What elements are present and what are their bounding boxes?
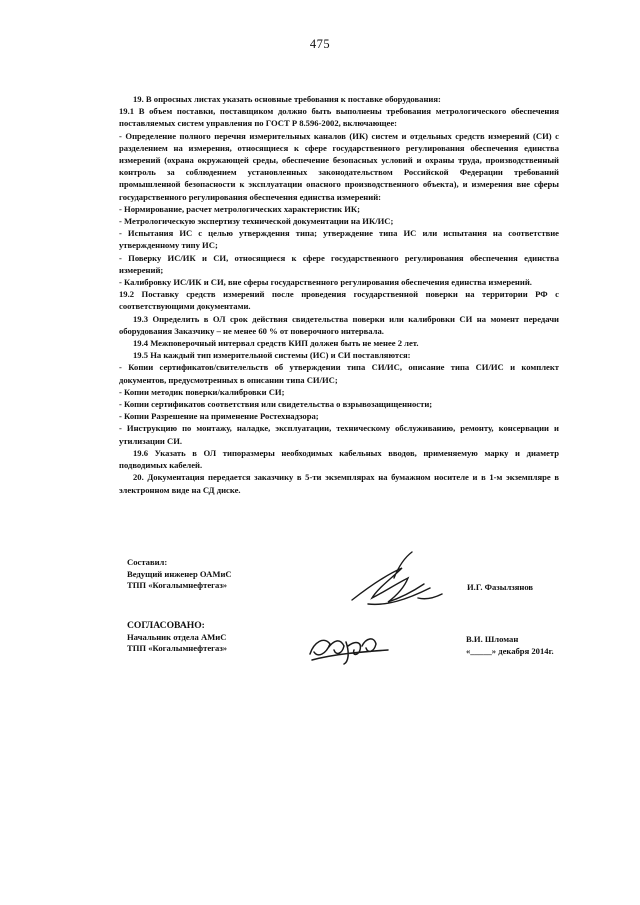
compiler-org: ТПП «Когалымнефтегаз»	[127, 580, 228, 591]
list-item: - Калибровку ИС/ИК и СИ, вне сферы государственного регулирования обеспечения единства измерений.	[119, 277, 532, 288]
approval-heading: СОГЛАСОВАНО:	[127, 620, 205, 631]
list-item: - Инструкцию по монтажу, наладке, эксплуатации, техническому обслуживанию, ремонту, консервации и утилизации СИ.	[119, 423, 559, 446]
paragraph: 19.4 Межповерочный интервал средств КИП должен быть не менее 2 лет.	[133, 338, 419, 349]
paragraph: 19.2 Поставку средств измерений после проведения государственной поверки на территории РФ с соответствующими документами.	[119, 289, 559, 312]
list-item: - Испытания ИС с целью утверждения типа; утверждение типа ИС или испытания на соответствие утвержденному типу ИС;	[119, 228, 559, 251]
paragraph: 19. В опросных листах указать основные требования к поставке оборудования:	[133, 94, 441, 104]
compiler-name: И.Г. Фазылзянов	[467, 582, 534, 592]
signature-approver	[304, 624, 394, 668]
compiler-block	[127, 557, 232, 592]
list-item: - Копии сертификатов/свителельств об утверждении типа СИ/ИС, описание типа СИ/ИС и комплект документов, предусмотренных в описании типа СИ/ИС;	[119, 362, 559, 385]
paragraph: 19.1 В объем поставки, поставщиком должно быть выполнены требования метрологического обеспечения поставляемых систем управления по ГОСТ Р 8.596-2002, включающее:	[119, 106, 559, 129]
page-number: 475	[309, 37, 331, 51]
list-item: - Определение полного перечня измерительных каналов (ИК) систем и отдельных средств измерений (СИ) с разделением на измерения, относящиеся к сфере государственного регулирования обеспечения единства измерений (охрана окружающей среды, обеспечение безопасных условий и охраны труда, производственный контроль за соблюдением установленных законодательством Российской Федерации требований промышленной безопасности к эксплуатации опасного производственного объекта), и измерения вне сферы государственного регулирования обеспечения единства измерений:	[119, 130, 559, 202]
paragraph: 19.3 Определить в ОЛ срок действия свидетельства поверки или калибровки СИ на момент передачи оборудования Заказчику – не менее 60 % от поверочного интервала.	[119, 313, 559, 336]
list-item: - Поверку ИС/ИК и СИ, относящиеся к сфере государственного регулирования обеспечения единства измерений;	[119, 252, 559, 275]
approval-block	[127, 620, 227, 655]
paragraph: 19.5 На каждый тип измерительной системы (ИС) и СИ поставляются:	[133, 350, 411, 361]
approval-position: Начальник отдела АМиС	[127, 631, 227, 642]
list-item: - Нормирование, расчет метрологических характеристик ИК;	[119, 203, 361, 214]
approval-name: В.И. Шломан	[466, 634, 519, 644]
paragraph: 20. Документация передается заказчику в 5-ти экземплярах на бумажном носителе и в 1-м экземпляре в электронном виде на СД диске.	[119, 472, 559, 495]
list-item: - Копии Разрешение на применение Ростехнадзора;	[119, 411, 319, 422]
approval-signer	[466, 634, 554, 657]
list-item: - Метрологическую экспертизу технической документации на ИК/ИС;	[119, 216, 394, 227]
compiler-position: Ведущий инженер ОАМиС	[127, 568, 232, 579]
compiler-heading: Составил:	[127, 557, 168, 567]
approval-org: ТПП «Когалымнефтегаз»	[127, 643, 228, 654]
list-item: - Копии сертификатов соответствия или свидетельства о взрывозащищенности;	[119, 399, 433, 410]
approval-date: «_____» декабря 2014г.	[466, 645, 554, 656]
paragraph: 19.6 Указать в ОЛ типоразмеры необходимых кабельных вводов, применяемую марку и диаметр подводимых кабелей.	[119, 447, 559, 471]
list-item: - Копии методик поверки/калибровки СИ;	[119, 386, 285, 397]
signature-compiler	[338, 548, 458, 616]
document-body	[119, 93, 559, 496]
